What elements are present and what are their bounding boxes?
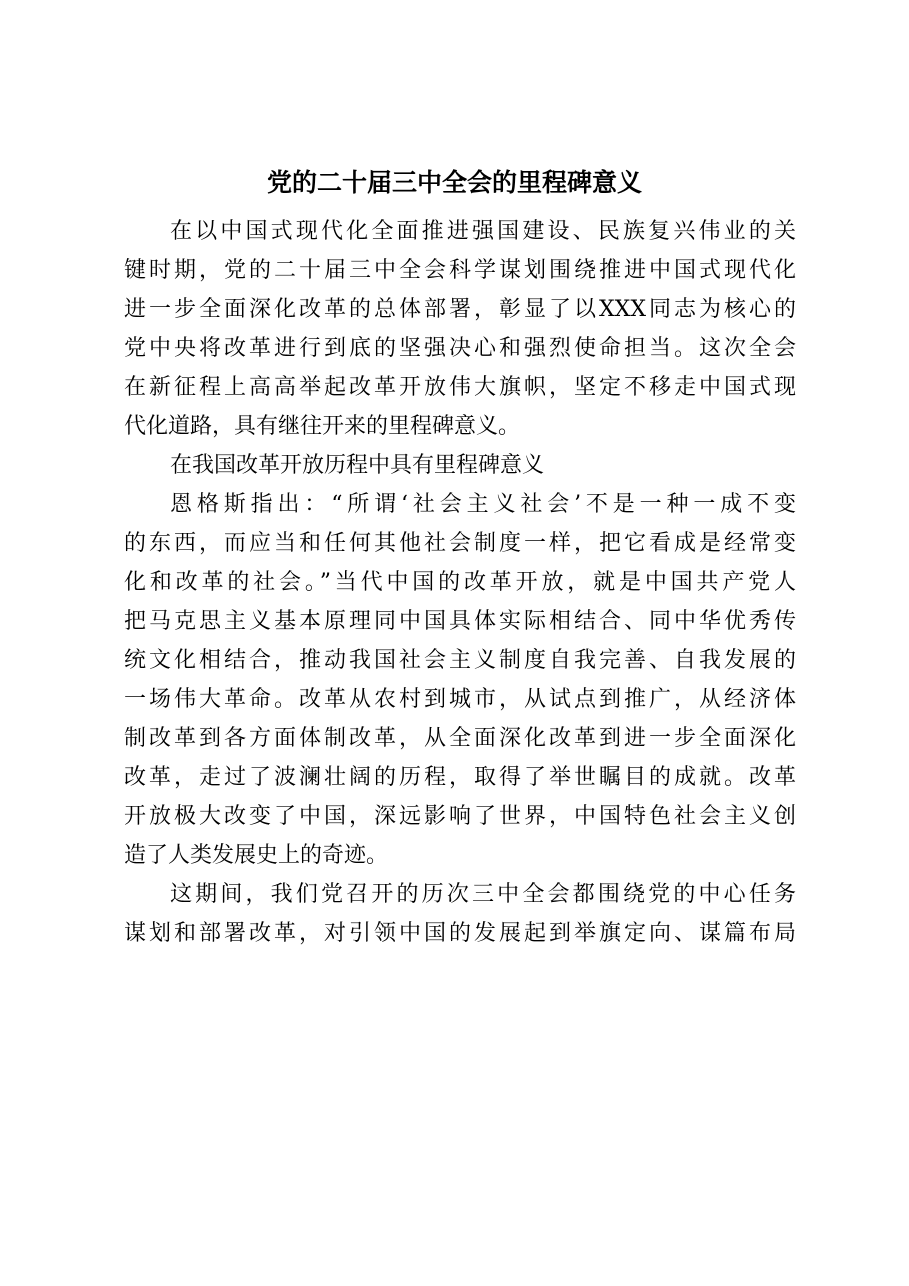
text-line: 一场伟大革命。改革从农村到城市，从试点到推广，从经济体 [124,687,796,712]
text-line: 化和改革的社会。”当代中国的改革开放，就是中国共产党人 [124,570,796,595]
text-line: 党中央将改革进行到底的坚强决心和强烈使命担当。这次全会 [124,336,796,361]
text-line: 这期间，我们党召开的历次三中全会都围绕党的中心任务 [170,882,796,907]
text-line: 在新征程上高高举起改革开放伟大旗帜，坚定不移走中国式现 [124,375,796,400]
text-line: 把马克思主义基本原理同中国具体实际相结合、同中华优秀传 [124,609,796,634]
paragraph-plenums [124,875,796,953]
text-line: 谋划和部署改革，对引领中国的发展起到举旗定向、谋篇布局 [124,921,796,946]
text-line: 造了人类发展史上的奇迹。 [124,843,389,868]
text-line: 进一步全面深化改革的总体部署，彰显了以XXX同志为核心的 [124,297,796,322]
text-line: 制改革到各方面体制改革，从全面深化改革到进一步全面深化 [124,726,796,751]
text-line: 恩格斯指出：“所谓‘社会主义社会’不是一种一成不变 [170,492,796,517]
document-title: 党的二十届三中全会的里程碑意义 [266,168,642,197]
text-line: 统文化相结合，推动我国社会主义制度自我完善、自我发展的 [124,648,796,673]
text-line: 代化道路，具有继往开来的里程碑意义。 [124,414,521,439]
text-line: 开放极大改变了中国，深远影响了世界，中国特色社会主义创 [124,804,796,829]
text-line: 在以中国式现代化全面推进强国建设、民族复兴伟业的关 [170,219,796,244]
paragraph-engels [124,485,796,875]
paragraph-intro [124,212,796,446]
text-line: 键时期，党的二十届三中全会科学谋划围绕推进中国式现代化 [124,258,796,283]
document-body [124,212,796,953]
text-line: 改革，走过了波澜壮阔的历程，取得了举世瞩目的成就。改革 [124,765,796,790]
text-line: 在我国改革开放历程中具有里程碑意义 [170,453,545,478]
text-line: 的东西，而应当和任何其他社会制度一样，把它看成是经常变 [124,531,796,556]
section-heading [124,446,796,485]
